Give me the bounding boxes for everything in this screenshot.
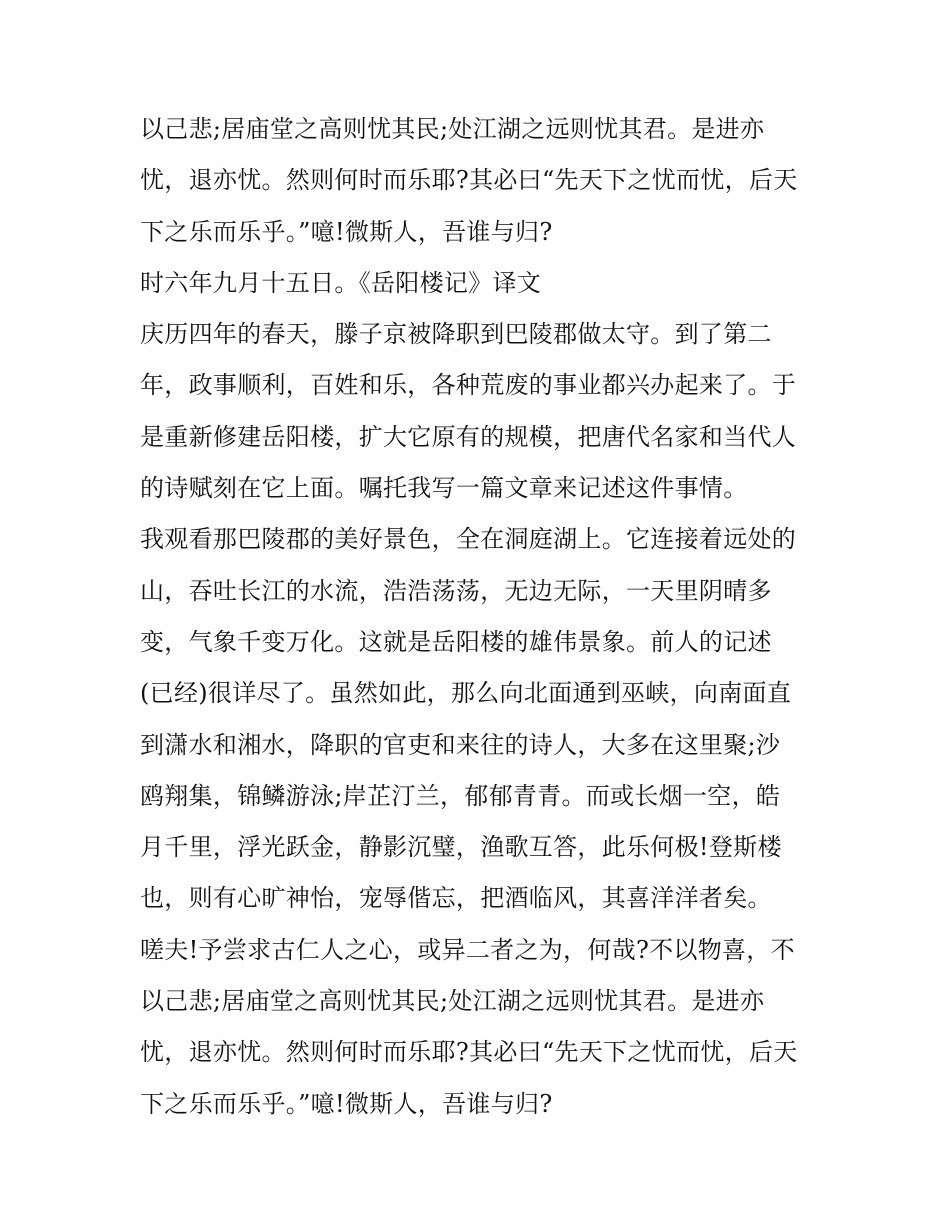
text-line: 下之乐而乐乎。”噫!微斯人，吾谁与归? xyxy=(140,217,553,246)
text-line: 忧，退亦忧。然则何时而乐耶?其必曰“先天下之忧而忧，后天 xyxy=(140,1038,798,1067)
document-body xyxy=(140,107,830,1133)
text-line: 嗟夫!予尝求古仁人之心，或异二者之为，何哉?不以物喜，不 xyxy=(140,935,795,964)
text-line: 也，则有心旷神怡，宠辱偕忘，把酒临风，其喜洋洋者矣。 xyxy=(140,884,772,913)
text-line: 鸥翔集，锦鳞游泳;岸芷汀兰，郁郁青青。而或长烟一空，皓 xyxy=(140,781,781,810)
text-line: 我观看那巴陵郡的美好景色，全在洞庭湖上。它连接着远处的 xyxy=(140,525,797,554)
text-line: 以己悲;居庙堂之高则忧其民;处江湖之远则忧其君。是进亦 xyxy=(140,115,765,143)
text-line: 忧，退亦忧。然则何时而乐耶?其必曰“先天下之忧而忧，后天 xyxy=(140,166,798,195)
text-line: 时六年九月十五日。《岳阳楼记》译文 xyxy=(140,268,542,297)
text-line: 下之乐而乐乎。”噫!微斯人，吾谁与归? xyxy=(140,1089,553,1118)
text-line: 变，气象千变万化。这就是岳阳楼的雄伟景象。前人的记述 xyxy=(140,627,772,656)
text-line: 月千里，浮光跃金，静影沉璧，渔歌互答，此乐何极!登斯楼 xyxy=(140,833,782,862)
text-line: 到潇水和湘水，降职的官吏和来往的诗人，大多在这里聚;沙 xyxy=(140,730,781,759)
text-line: 是重新修建岳阳楼，扩大它原有的规模，把唐代名家和当代人 xyxy=(140,422,797,451)
text-line: 的诗赋刻在它上面。嘱托我写一篇文章来记述这件事情。 xyxy=(140,474,748,503)
text-line: 年，政事顺利，百姓和乐，各种荒废的事业都兴办起来了。于 xyxy=(140,371,797,400)
text-line: (已经)很详尽了。虽然如此，那么向北面通到巫峡，向南面直 xyxy=(140,679,792,708)
text-line: 山，吞吐长江的水流，浩浩荡荡，无边无际，一天里阴晴多 xyxy=(140,576,772,605)
text-line: 庆历四年的春天，滕子京被降职到巴陵郡做太守。到了第二 xyxy=(140,320,772,349)
text-line: 以己悲;居庙堂之高则忧其民;处江湖之远则忧其君。是进亦 xyxy=(140,987,765,1016)
